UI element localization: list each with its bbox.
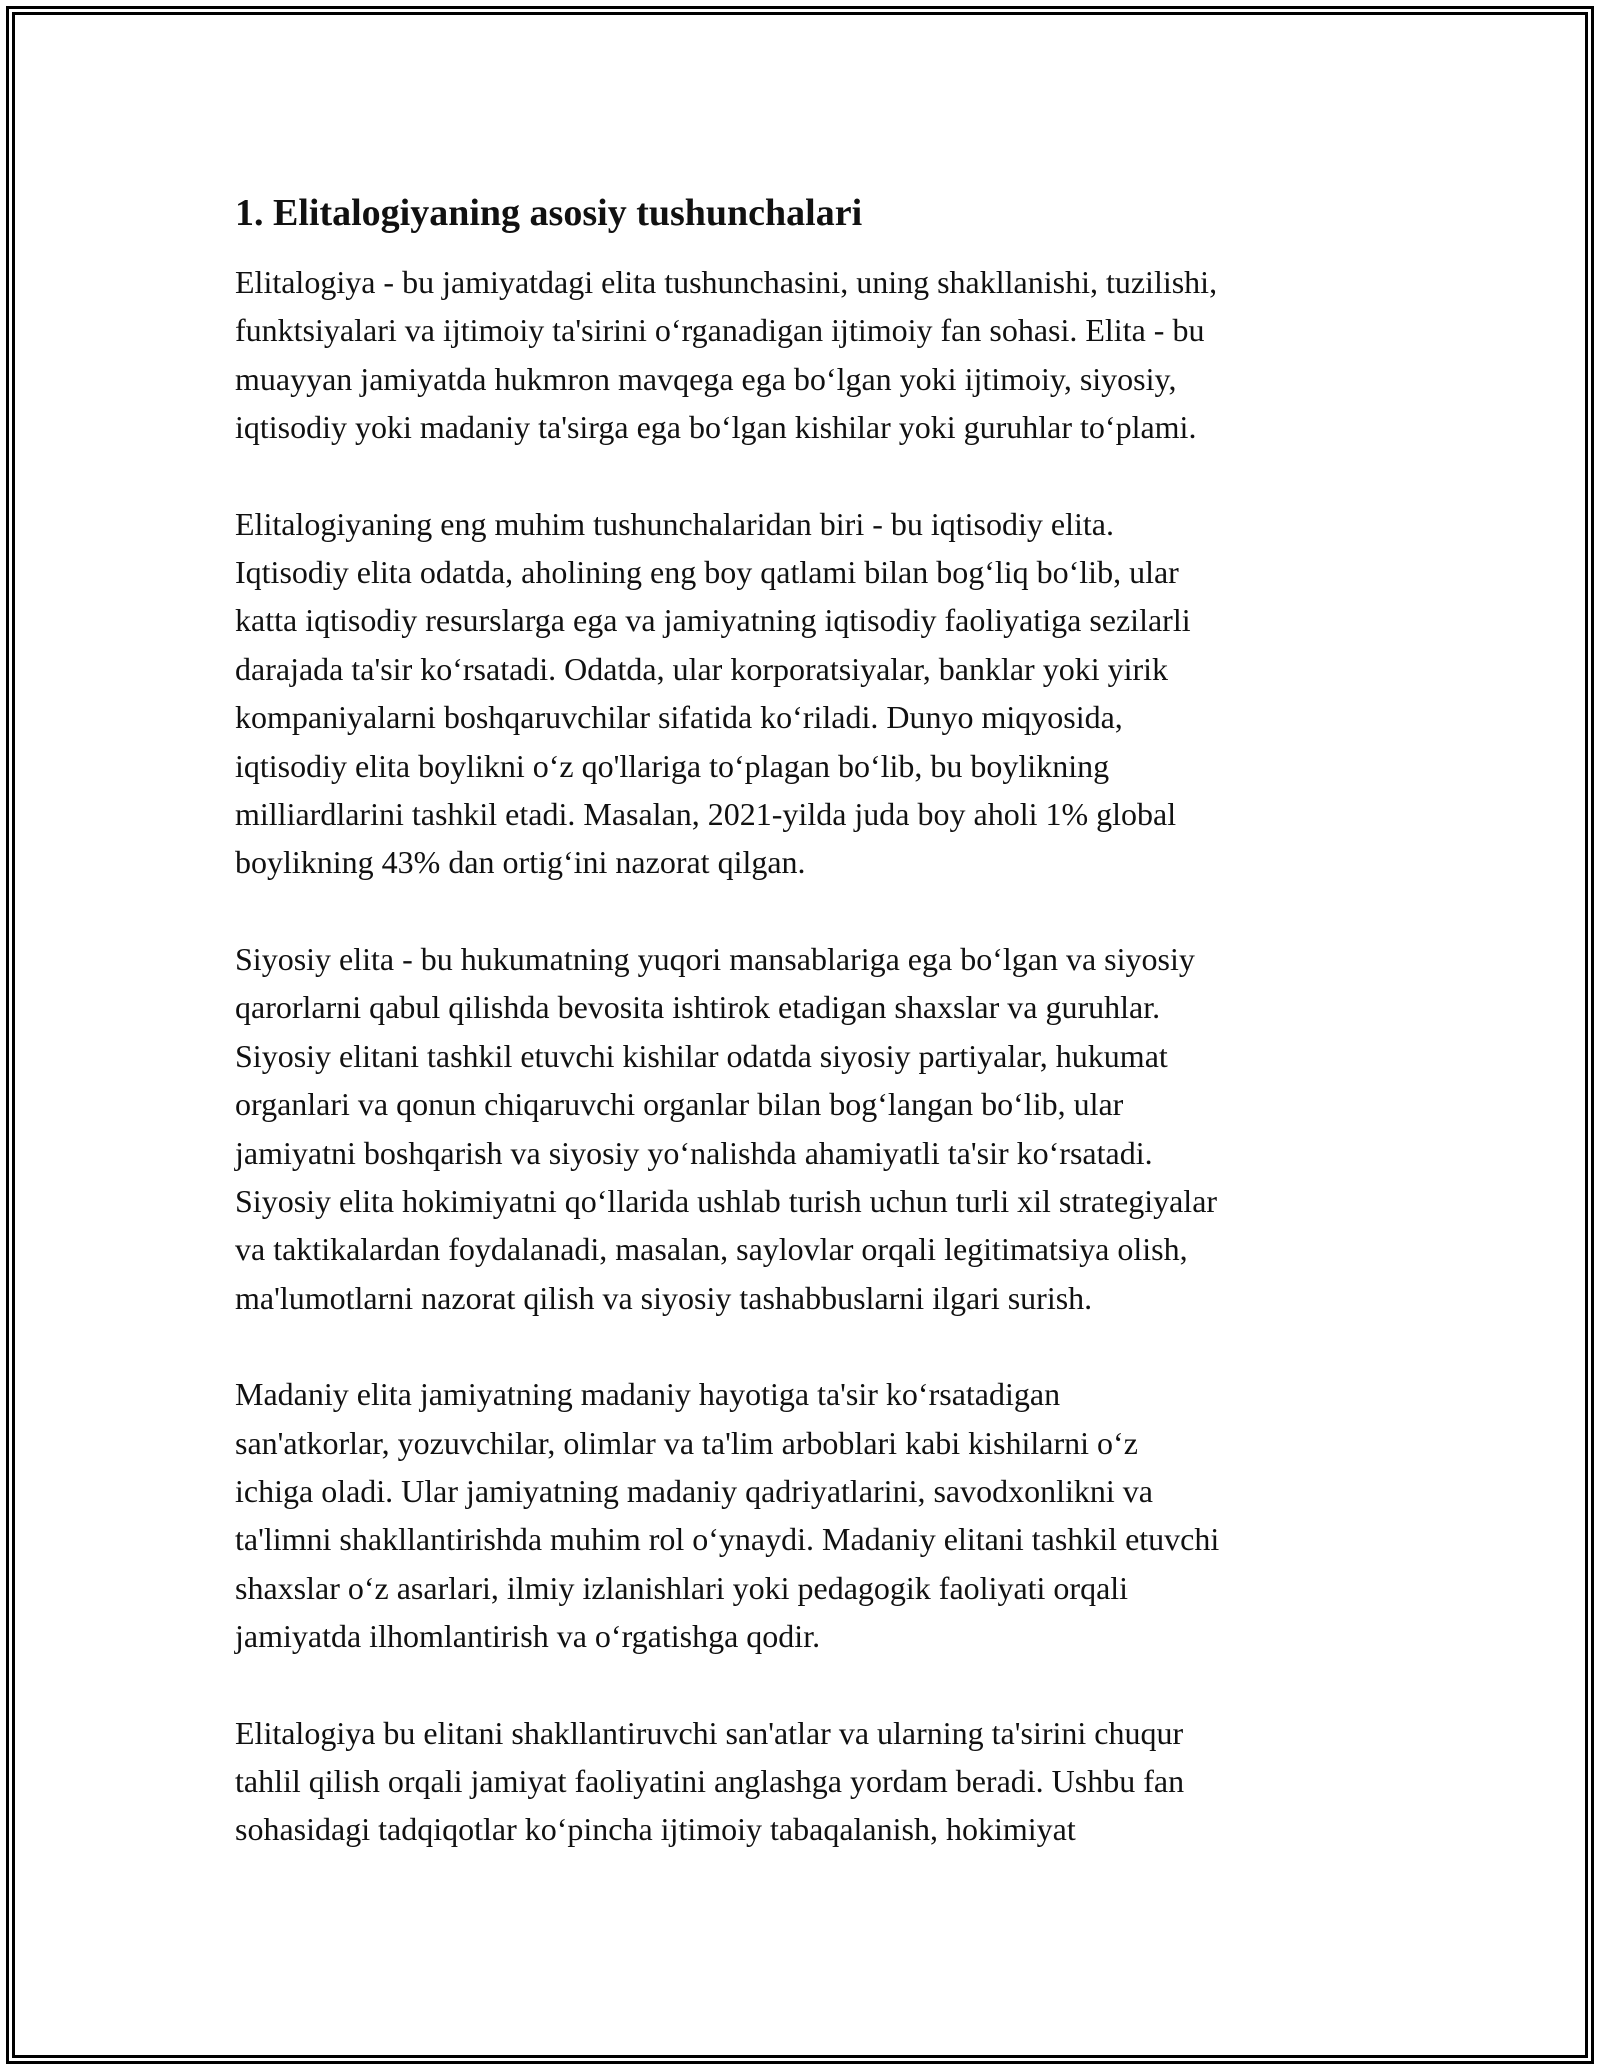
text-line: ma'lumotlarni nazorat qilish va siyosiy tashabbuslarni ilgari surish. <box>235 1279 1093 1316</box>
text-line: iqtisodiy elita boylikni oʻz qo'llariga toʻplagan boʻlib, bu boylikning <box>235 747 1110 784</box>
text-line: Elitalogiyaning eng muhim tushunchalaridan biri - bu iqtisodiy elita. <box>235 505 1114 542</box>
text-line: ichiga oladi. Ular jamiyatning madaniy qadriyatlarini, savodxonlikni va <box>235 1472 1153 1509</box>
text-line: shaxslar oʻz asarlari, ilmiy izlanishlari yoki pedagogik faoliyati orqali <box>235 1569 1129 1606</box>
text-line: katta iqtisodiy resurslarga ega va jamiyatning iqtisodiy faoliyatiga sezilarli <box>235 602 1191 639</box>
text-line: Iqtisodiy elita odatda, aholining eng boy qatlami bilan bogʻliq boʻlib, ular <box>235 554 1179 591</box>
text-line: tahlil qilish orqali jamiyat faoliyatini anglashga yordam beradi. Ushbu fan <box>235 1762 1185 1799</box>
text-line: Siyosiy elita - bu hukumatning yuqori mansablariga ega boʻlgan va siyosiy <box>235 940 1195 977</box>
text-line: jamiyatni boshqarish va siyosiy yoʻnalishda ahamiyatli ta'sir koʻrsatadi. <box>235 1134 1153 1171</box>
text-line: san'atkorlar, yozuvchilar, olimlar va ta'lim arboblari kabi kishilarni oʻz <box>235 1424 1138 1461</box>
text-line: iqtisodiy yoki madaniy ta'sirga ega boʻlgan kishilar yoki guruhlar toʻplami. <box>235 409 1197 446</box>
text-line: ta'limni shakllantirishda muhim rol oʻynaydi. Madaniy elitani tashkil etuvchi <box>235 1521 1220 1558</box>
text-line: darajada ta'sir koʻrsatadi. Odatda, ular korporatsiyalar, banklar yoki yirik <box>235 650 1169 687</box>
text-line: Madaniy elita jamiyatning madaniy hayotiga ta'sir koʻrsatadigan <box>235 1376 1061 1413</box>
text-line: kompaniyalarni boshqaruvchilar sifatida koʻriladi. Dunyo miqyosida, <box>235 699 1123 736</box>
text-line: boylikning 43% dan ortigʻini nazorat qilgan. <box>235 844 806 881</box>
text-line: jamiyatda ilhomlantirish va oʻrgatishga qodir. <box>235 1618 821 1655</box>
text-line: muayyan jamiyatda hukmron mavqega ega boʻlgan yoki ijtimoiy, siyosiy, <box>235 360 1177 397</box>
paragraph-4 <box>235 1370 1375 1660</box>
text-line: Elitalogiya bu elitani shakllantiruvchi san'atlar va ularning ta'sirini chuqur <box>235 1714 1184 1751</box>
paragraph-2 <box>235 500 1375 887</box>
text-line: organlari va qonun chiqaruvchi organlar bilan bogʻlangan boʻlib, ular <box>235 1086 1124 1123</box>
text-line: sohasidagi tadqiqotlar koʻpincha ijtimoiy tabaqalanish, hokimiyat <box>235 1811 1076 1848</box>
paragraph-5 <box>235 1709 1375 1854</box>
text-line: qarorlarni qabul qilishda bevosita ishtirok etadigan shaxslar va guruhlar. <box>235 989 1161 1026</box>
section-heading: 1. Elitalogiyaning asosiy tushunchalari <box>235 192 863 234</box>
text-line: funktsiyalari va ijtimoiy ta'sirini oʻrganadigan ijtimoiy fan sohasi. Elita - bu <box>235 312 1205 349</box>
text-line: Siyosiy elita hokimiyatni qoʻllarida ushlab turish uchun turli xil strategiyalar <box>235 1182 1218 1219</box>
text-line: va taktikalardan foydalanadi, masalan, saylovlar orqali legitimatsiya olish, <box>235 1231 1188 1268</box>
text-line: Siyosiy elitani tashkil etuvchi kishilar odatda siyosiy partiyalar, hukumat <box>235 1037 1168 1074</box>
document-body <box>235 188 1375 1902</box>
paragraph-1 <box>235 258 1375 452</box>
text-line: milliardlarini tashkil etadi. Masalan, 2021-yilda juda boy aholi 1% global <box>235 796 1177 833</box>
paragraph-3 <box>235 935 1375 1322</box>
text-line: Elitalogiya - bu jamiyatdagi elita tushunchasini, uning shakllanishi, tuzilishi, <box>235 264 1218 300</box>
